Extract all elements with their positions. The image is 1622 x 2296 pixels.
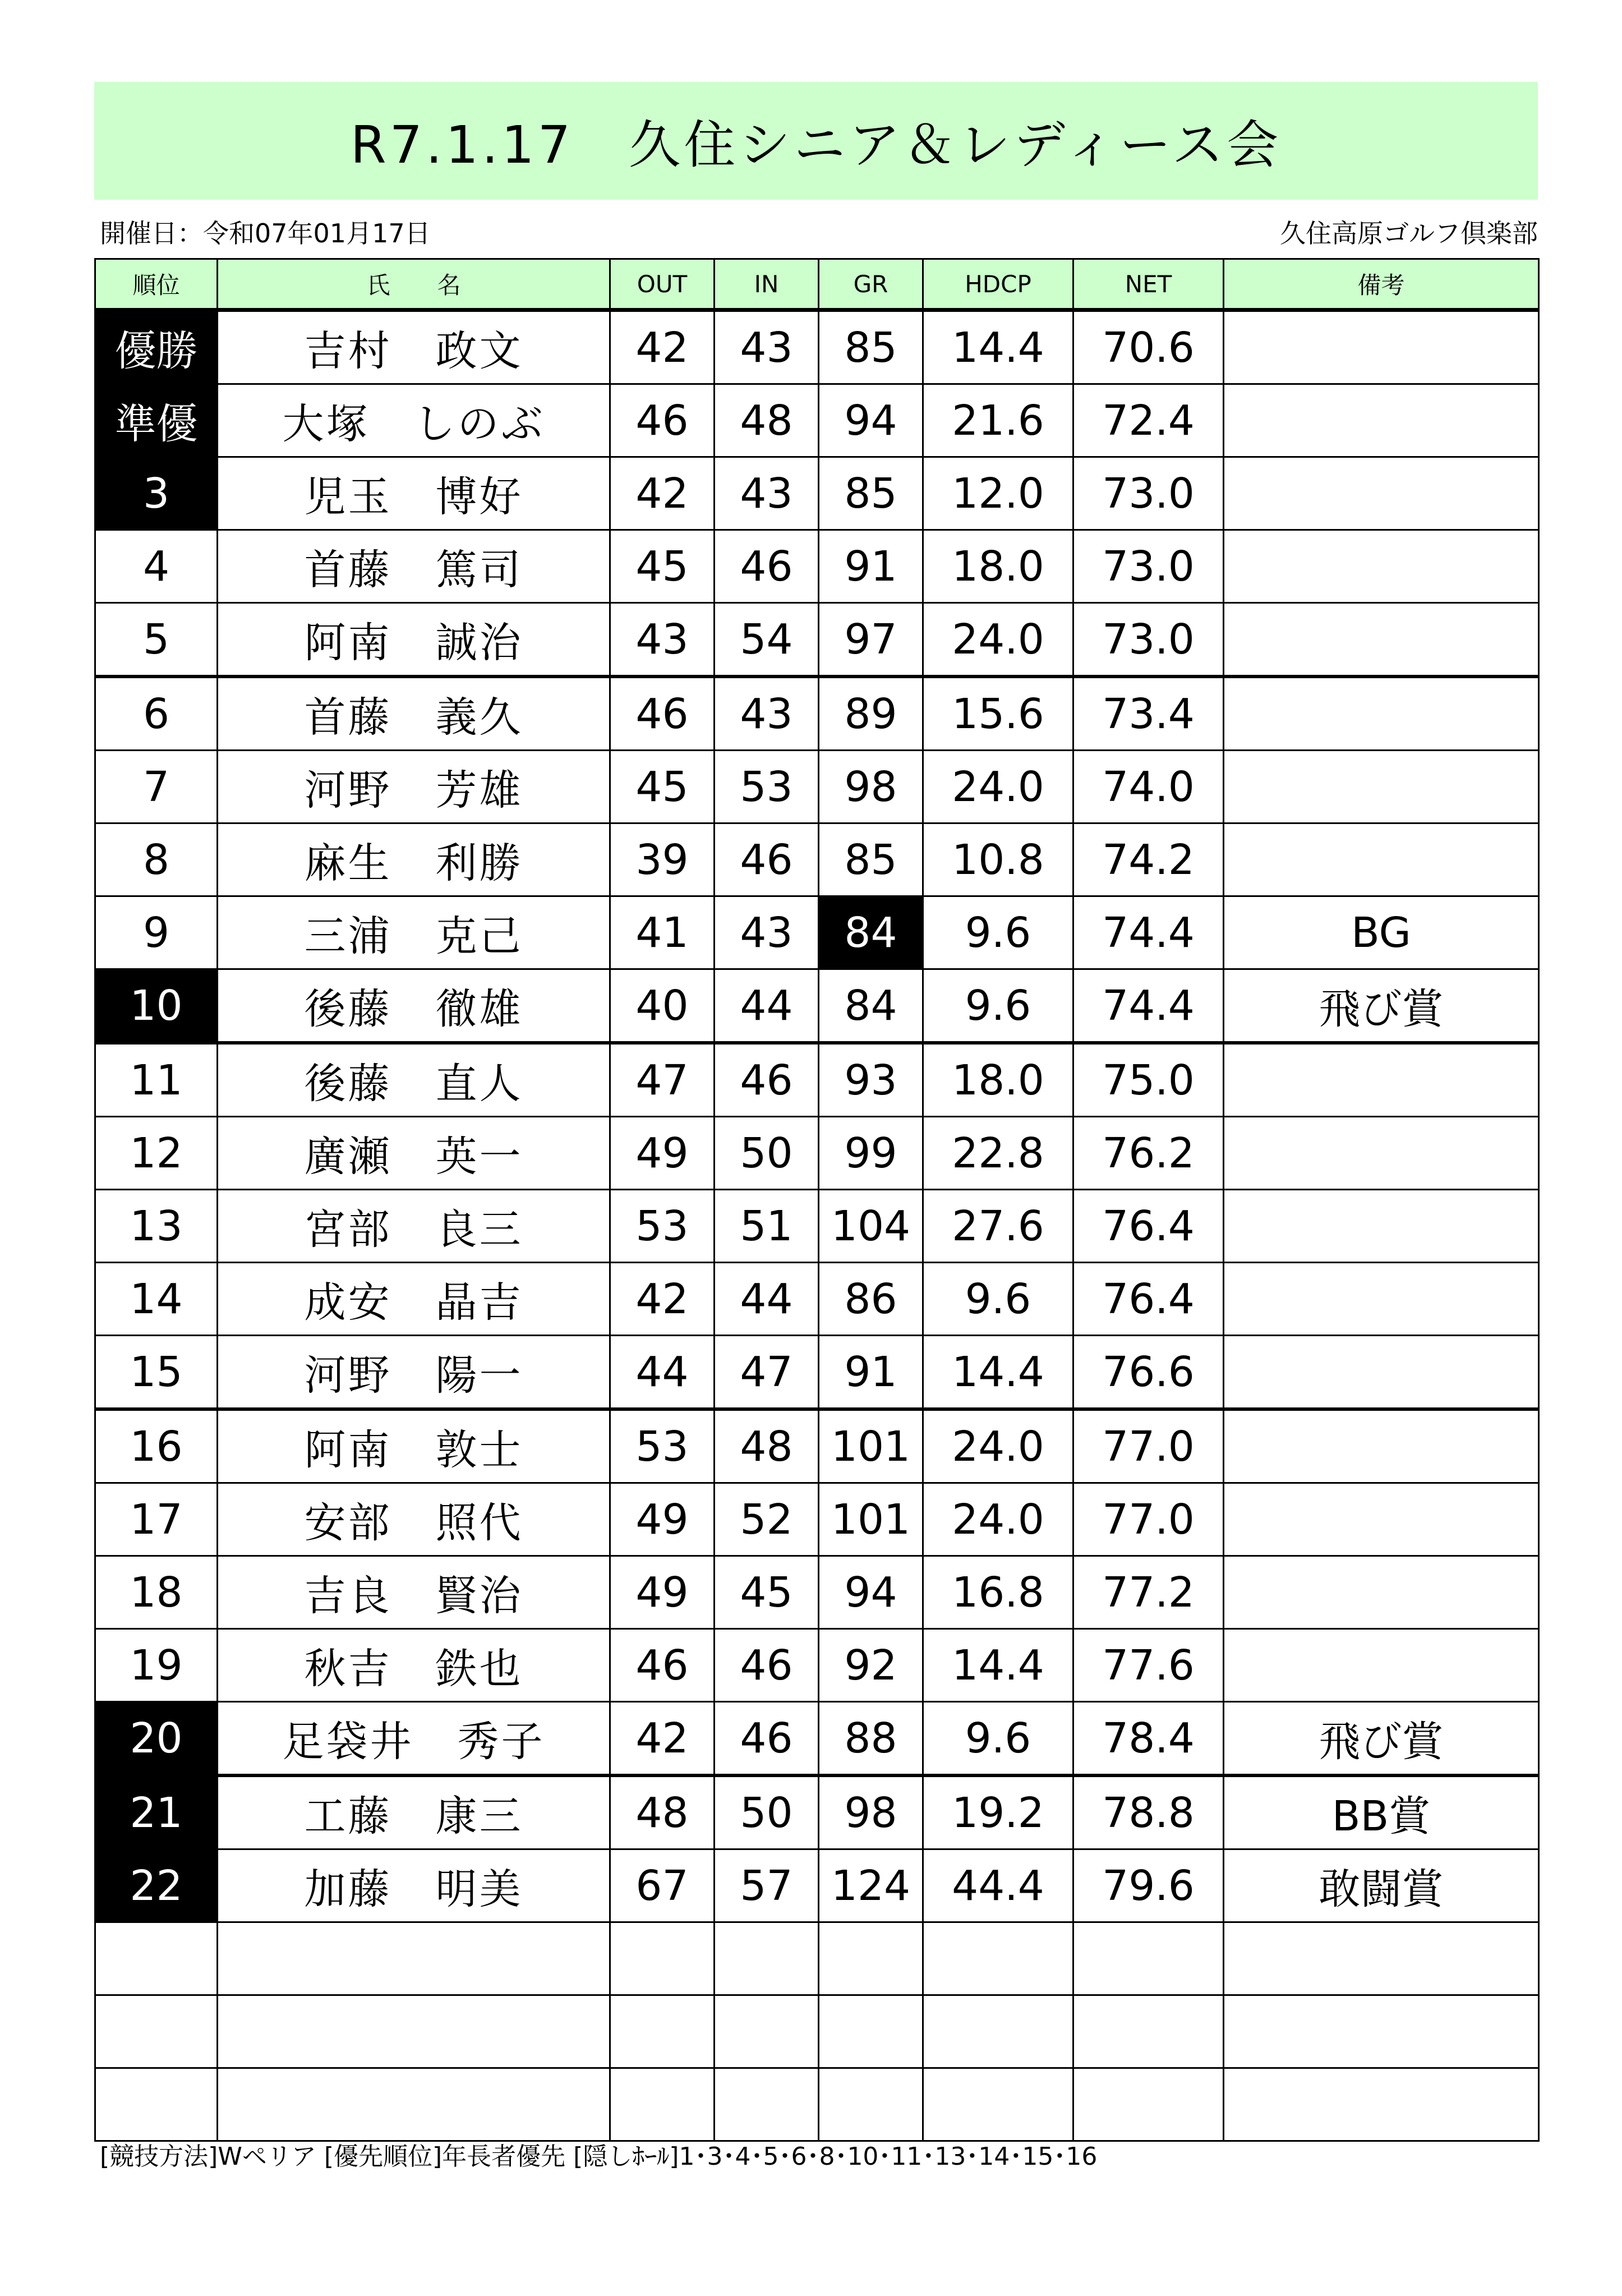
table-row — [95, 677, 1539, 751]
net-score-cell: 77.2 — [1073, 1556, 1224, 1629]
net-score-cell: 76.4 — [1073, 1190, 1224, 1263]
note-cell — [1224, 1190, 1539, 1263]
note-cell — [1224, 457, 1539, 530]
out-score-cell: 39 — [610, 823, 715, 896]
in-score-cell: 53 — [715, 751, 819, 823]
gross-score-cell: 85 — [819, 823, 923, 896]
player-name-cell: 阿南 誠治 — [218, 603, 610, 677]
handicap-cell — [923, 1922, 1073, 1995]
table-row — [95, 1043, 1539, 1117]
handicap-cell: 9.6 — [923, 1263, 1073, 1336]
table-row — [95, 1702, 1539, 1776]
rank-cell: 16 — [95, 1409, 218, 1483]
out-score-cell: 41 — [610, 896, 715, 969]
player-name-cell: 足袋井 秀子 — [218, 1702, 610, 1776]
out-score-cell: 43 — [610, 603, 715, 677]
player-name-cell: 安部 照代 — [218, 1483, 610, 1556]
gross-score-cell: 94 — [819, 1556, 923, 1629]
net-score-cell — [1073, 1922, 1224, 1995]
rank-cell: 18 — [95, 1556, 218, 1629]
gross-score-cell: 99 — [819, 1117, 923, 1190]
out-score-cell: 48 — [610, 1775, 715, 1849]
table-row — [95, 530, 1539, 603]
in-score-cell: 45 — [715, 1556, 819, 1629]
rank-cell — [95, 2068, 218, 2141]
gross-score-cell: 97 — [819, 603, 923, 677]
title-banner — [94, 82, 1538, 200]
out-score-cell: 53 — [610, 1190, 715, 1263]
handicap-cell: 24.0 — [923, 603, 1073, 677]
gross-score-cell: 91 — [819, 1336, 923, 1410]
handicap-cell: 9.6 — [923, 896, 1073, 969]
out-score-cell: 44 — [610, 1336, 715, 1410]
handicap-cell: 15.6 — [923, 677, 1073, 751]
net-score-cell: 70.6 — [1073, 310, 1224, 384]
net-score-cell: 73.0 — [1073, 457, 1224, 530]
rank-cell: 9 — [95, 896, 218, 969]
in-score-cell: 44 — [715, 969, 819, 1043]
table-row — [95, 603, 1539, 677]
net-score-cell: 76.4 — [1073, 1263, 1224, 1336]
table-row — [95, 1775, 1539, 1849]
gross-score-cell — [819, 1995, 923, 2068]
note-cell — [1224, 1409, 1539, 1483]
col-header-note: 備考 — [1224, 259, 1539, 310]
player-name-cell: 大塚 しのぶ — [218, 384, 610, 457]
rank-cell: 8 — [95, 823, 218, 896]
in-score-cell: 46 — [715, 823, 819, 896]
handicap-cell: 21.6 — [923, 384, 1073, 457]
competition-rules: [競技方法]Wペリア [優先順位]年長者優先 [隠しﾎｰﾙ]1･3･4･5･6･8･10･11･13･14･15･16 — [100, 2142, 1098, 2171]
in-score-cell: 46 — [715, 530, 819, 603]
player-name-cell — [218, 1995, 610, 2068]
in-score-cell — [715, 1922, 819, 1995]
rank-cell: 11 — [95, 1043, 218, 1117]
table-row — [95, 457, 1539, 530]
net-score-cell: 76.6 — [1073, 1336, 1224, 1410]
table-row — [95, 310, 1539, 384]
table-row — [95, 1849, 1539, 1922]
out-score-cell: 46 — [610, 1629, 715, 1702]
note-cell: 敢闘賞 — [1224, 1849, 1539, 1922]
note-cell — [1224, 310, 1539, 384]
note-cell: 飛び賞 — [1224, 1702, 1539, 1776]
out-score-cell: 46 — [610, 384, 715, 457]
note-cell — [1224, 677, 1539, 751]
gross-score-cell: 104 — [819, 1190, 923, 1263]
out-score-cell: 49 — [610, 1556, 715, 1629]
table-row — [95, 1995, 1539, 2068]
net-score-cell: 74.4 — [1073, 969, 1224, 1043]
out-score-cell: 42 — [610, 1702, 715, 1776]
note-cell — [1224, 1336, 1539, 1410]
net-score-cell — [1073, 1995, 1224, 2068]
rank-cell: 21 — [95, 1775, 218, 1849]
note-cell — [1224, 1043, 1539, 1117]
gross-score-cell: 84 — [819, 896, 923, 969]
results-table — [94, 258, 1540, 2142]
out-score-cell: 49 — [610, 1483, 715, 1556]
gross-score-cell: 92 — [819, 1629, 923, 1702]
note-cell — [1224, 384, 1539, 457]
in-score-cell: 43 — [715, 677, 819, 751]
table-row — [95, 1117, 1539, 1190]
col-header-net: NET — [1073, 259, 1224, 310]
player-name-cell: 麻生 利勝 — [218, 823, 610, 896]
player-name-cell: 後藤 直人 — [218, 1043, 610, 1117]
col-header-rank: 順位 — [95, 259, 218, 310]
handicap-cell: 24.0 — [923, 751, 1073, 823]
handicap-cell — [923, 2068, 1073, 2141]
rank-cell: 7 — [95, 751, 218, 823]
handicap-cell: 18.0 — [923, 1043, 1073, 1117]
handicap-cell: 27.6 — [923, 1190, 1073, 1263]
out-score-cell — [610, 2068, 715, 2141]
out-score-cell — [610, 1922, 715, 1995]
net-score-cell: 74.0 — [1073, 751, 1224, 823]
in-score-cell: 43 — [715, 457, 819, 530]
table-row — [95, 896, 1539, 969]
net-score-cell: 74.4 — [1073, 896, 1224, 969]
player-name-cell: 吉良 賢治 — [218, 1556, 610, 1629]
net-score-cell: 77.0 — [1073, 1483, 1224, 1556]
rank-cell — [95, 1995, 218, 2068]
col-header-hdcp: HDCP — [923, 259, 1073, 310]
table-row — [95, 1922, 1539, 1995]
player-name-cell: 河野 陽一 — [218, 1336, 610, 1410]
player-name-cell: 吉村 政文 — [218, 310, 610, 384]
table-row — [95, 1190, 1539, 1263]
note-cell — [1224, 823, 1539, 896]
handicap-cell: 19.2 — [923, 1775, 1073, 1849]
net-score-cell — [1073, 2068, 1224, 2141]
player-name-cell: 工藤 康三 — [218, 1775, 610, 1849]
out-score-cell: 45 — [610, 530, 715, 603]
gross-score-cell: 94 — [819, 384, 923, 457]
handicap-cell: 10.8 — [923, 823, 1073, 896]
out-score-cell: 53 — [610, 1409, 715, 1483]
table-row — [95, 1336, 1539, 1410]
note-cell — [1224, 1922, 1539, 1995]
col-header-out: OUT — [610, 259, 715, 310]
handicap-cell: 16.8 — [923, 1556, 1073, 1629]
rank-cell: 12 — [95, 1117, 218, 1190]
gross-score-cell: 101 — [819, 1409, 923, 1483]
note-cell — [1224, 1629, 1539, 1702]
note-cell — [1224, 1995, 1539, 2068]
table-row — [95, 969, 1539, 1043]
out-score-cell: 42 — [610, 457, 715, 530]
handicap-cell: 44.4 — [923, 1849, 1073, 1922]
table-row — [95, 823, 1539, 896]
note-cell — [1224, 1483, 1539, 1556]
col-header-in: IN — [715, 259, 819, 310]
gross-score-cell: 98 — [819, 1775, 923, 1849]
gross-score-cell: 91 — [819, 530, 923, 603]
note-cell — [1224, 2068, 1539, 2141]
rank-cell: 20 — [95, 1702, 218, 1776]
out-score-cell: 46 — [610, 677, 715, 751]
rank-cell: 22 — [95, 1849, 218, 1922]
gross-score-cell: 85 — [819, 457, 923, 530]
gross-score-cell: 124 — [819, 1849, 923, 1922]
player-name-cell: 首藤 義久 — [218, 677, 610, 751]
rank-cell: 17 — [95, 1483, 218, 1556]
in-score-cell: 46 — [715, 1702, 819, 1776]
handicap-cell: 12.0 — [923, 457, 1073, 530]
out-score-cell: 67 — [610, 1849, 715, 1922]
note-cell — [1224, 603, 1539, 677]
in-score-cell: 51 — [715, 1190, 819, 1263]
table-row — [95, 1483, 1539, 1556]
handicap-cell: 14.4 — [923, 1336, 1073, 1410]
table-row — [95, 2068, 1539, 2141]
player-name-cell — [218, 2068, 610, 2141]
results-body — [95, 310, 1539, 2141]
rank-cell: 15 — [95, 1336, 218, 1410]
note-cell: BG — [1224, 896, 1539, 969]
in-score-cell: 43 — [715, 896, 819, 969]
player-name-cell: 三浦 克己 — [218, 896, 610, 969]
rank-cell — [95, 1922, 218, 1995]
handicap-cell: 9.6 — [923, 969, 1073, 1043]
in-score-cell: 54 — [715, 603, 819, 677]
net-score-cell: 73.4 — [1073, 677, 1224, 751]
player-name-cell: 後藤 徹雄 — [218, 969, 610, 1043]
header-row — [95, 259, 1539, 310]
gross-score-cell: 89 — [819, 677, 923, 751]
net-score-cell: 78.8 — [1073, 1775, 1224, 1849]
in-score-cell: 57 — [715, 1849, 819, 1922]
in-score-cell: 44 — [715, 1263, 819, 1336]
net-score-cell: 73.0 — [1073, 530, 1224, 603]
rank-cell: 3 — [95, 457, 218, 530]
net-score-cell: 75.0 — [1073, 1043, 1224, 1117]
out-score-cell: 40 — [610, 969, 715, 1043]
rank-cell: 19 — [95, 1629, 218, 1702]
net-score-cell: 73.0 — [1073, 603, 1224, 677]
table-row — [95, 751, 1539, 823]
in-score-cell: 43 — [715, 310, 819, 384]
col-header-gr: GR — [819, 259, 923, 310]
player-name-cell: 成安 晶吉 — [218, 1263, 610, 1336]
gross-score-cell: 101 — [819, 1483, 923, 1556]
gross-score-cell — [819, 2068, 923, 2141]
in-score-cell — [715, 2068, 819, 2141]
handicap-cell: 9.6 — [923, 1702, 1073, 1776]
in-score-cell: 50 — [715, 1117, 819, 1190]
in-score-cell: 50 — [715, 1775, 819, 1849]
net-score-cell: 72.4 — [1073, 384, 1224, 457]
player-name-cell: 河野 芳雄 — [218, 751, 610, 823]
player-name-cell: 宮部 良三 — [218, 1190, 610, 1263]
note-cell: BB賞 — [1224, 1775, 1539, 1849]
player-name-cell: 秋吉 鉄也 — [218, 1629, 610, 1702]
net-score-cell: 79.6 — [1073, 1849, 1224, 1922]
rank-cell: 14 — [95, 1263, 218, 1336]
club-name: 久住高原ゴルフ倶楽部 — [1280, 218, 1538, 249]
out-score-cell: 45 — [610, 751, 715, 823]
in-score-cell: 52 — [715, 1483, 819, 1556]
table-row — [95, 1409, 1539, 1483]
handicap-cell: 18.0 — [923, 530, 1073, 603]
handicap-cell: 22.8 — [923, 1117, 1073, 1190]
player-name-cell: 廣瀬 英一 — [218, 1117, 610, 1190]
note-cell — [1224, 751, 1539, 823]
player-name-cell: 児玉 博好 — [218, 457, 610, 530]
rank-cell: 6 — [95, 677, 218, 751]
rank-cell: 優勝 — [95, 310, 218, 384]
gross-score-cell: 85 — [819, 310, 923, 384]
gross-score-cell: 86 — [819, 1263, 923, 1336]
in-score-cell: 46 — [715, 1043, 819, 1117]
page-title: R7.1.17 久住シニア＆レディース会 — [350, 115, 1282, 175]
gross-score-cell — [819, 1922, 923, 1995]
net-score-cell: 74.2 — [1073, 823, 1224, 896]
gross-score-cell: 88 — [819, 1702, 923, 1776]
in-score-cell: 46 — [715, 1629, 819, 1702]
player-name-cell: 加藤 明美 — [218, 1849, 610, 1922]
in-score-cell — [715, 1995, 819, 2068]
player-name-cell: 阿南 敦士 — [218, 1409, 610, 1483]
rank-cell: 10 — [95, 969, 218, 1043]
note-cell — [1224, 1117, 1539, 1190]
note-cell: 飛び賞 — [1224, 969, 1539, 1043]
table-row — [95, 1263, 1539, 1336]
note-cell — [1224, 1556, 1539, 1629]
table-row — [95, 384, 1539, 457]
handicap-cell: 14.4 — [923, 310, 1073, 384]
player-name-cell: 首藤 篤司 — [218, 530, 610, 603]
table-row — [95, 1556, 1539, 1629]
gross-score-cell: 84 — [819, 969, 923, 1043]
held-date: 開催日：令和07年01月17日 — [100, 218, 431, 249]
in-score-cell: 48 — [715, 1409, 819, 1483]
out-score-cell: 49 — [610, 1117, 715, 1190]
out-score-cell: 47 — [610, 1043, 715, 1117]
in-score-cell: 48 — [715, 384, 819, 457]
rank-cell: 13 — [95, 1190, 218, 1263]
gross-score-cell: 93 — [819, 1043, 923, 1117]
table-row — [95, 1629, 1539, 1702]
out-score-cell: 42 — [610, 310, 715, 384]
note-cell — [1224, 1263, 1539, 1336]
net-score-cell: 77.0 — [1073, 1409, 1224, 1483]
col-header-name: 氏 名 — [218, 259, 610, 310]
player-name-cell — [218, 1922, 610, 1995]
note-cell — [1224, 530, 1539, 603]
rank-cell: 準優 — [95, 384, 218, 457]
net-score-cell: 77.6 — [1073, 1629, 1224, 1702]
handicap-cell — [923, 1995, 1073, 2068]
out-score-cell — [610, 1995, 715, 2068]
in-score-cell: 47 — [715, 1336, 819, 1410]
rank-cell: 4 — [95, 530, 218, 603]
rank-cell: 5 — [95, 603, 218, 677]
gross-score-cell: 98 — [819, 751, 923, 823]
handicap-cell: 24.0 — [923, 1409, 1073, 1483]
net-score-cell: 78.4 — [1073, 1702, 1224, 1776]
handicap-cell: 24.0 — [923, 1483, 1073, 1556]
handicap-cell: 14.4 — [923, 1629, 1073, 1702]
net-score-cell: 76.2 — [1073, 1117, 1224, 1190]
out-score-cell: 42 — [610, 1263, 715, 1336]
